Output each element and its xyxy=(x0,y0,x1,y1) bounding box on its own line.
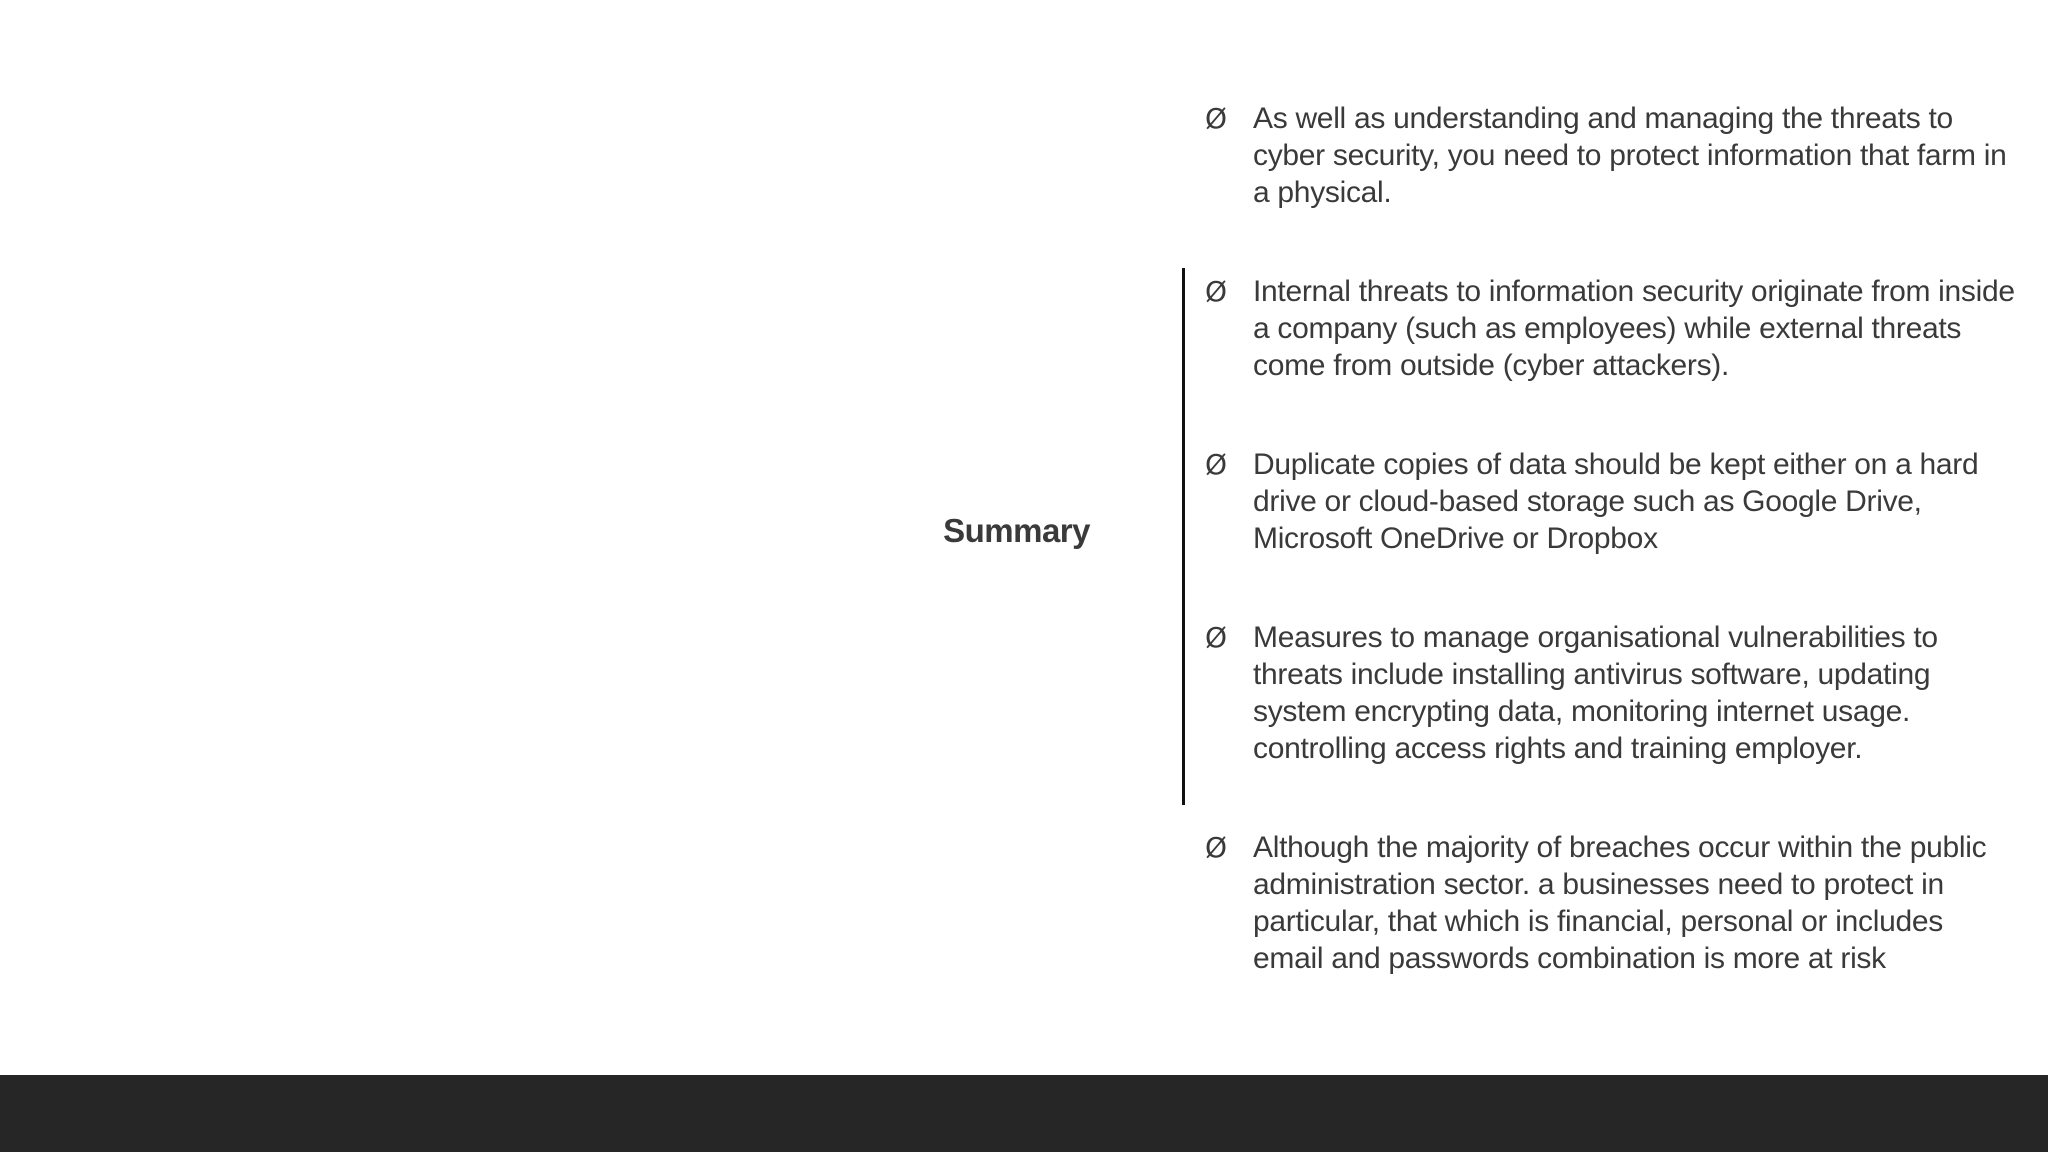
footer-bar xyxy=(0,1075,2048,1152)
bullet-list xyxy=(1205,100,2015,1039)
bullet-text: As well as understanding and managing the threats to cyber security, you need to protect information that farm in a physical. xyxy=(1253,102,2007,209)
bullet-text: Duplicate copies of data should be kept either on a hard drive or cloud-based storage such as Google Drive, Microsoft OneDrive or Dropbox xyxy=(1253,448,1979,555)
bullet-text: Although the majority of breaches occur within the public administration sector. a businesses need to protect in particular, that which is financial, personal or includes email and passwords combination is more at risk xyxy=(1253,831,1987,975)
bullet-icon: Ø xyxy=(1205,831,1228,864)
list-item xyxy=(1205,100,2015,211)
list-item xyxy=(1205,829,2015,977)
list-item xyxy=(1205,446,2015,557)
slide-title: Summary xyxy=(943,512,1090,549)
vertical-divider xyxy=(1182,268,1185,805)
list-item xyxy=(1205,619,2015,767)
bullet-text: Internal threats to information security originate from inside a company (such as employees) while external threats come from outside (cyber attackers). xyxy=(1253,275,2015,382)
bullet-icon: Ø xyxy=(1205,102,1228,135)
bullet-icon: Ø xyxy=(1205,621,1228,654)
bullet-icon: Ø xyxy=(1205,275,1228,308)
list-item xyxy=(1205,273,2015,384)
bullet-icon: Ø xyxy=(1205,448,1228,481)
bullet-text: Measures to manage organisational vulnerabilities to threats include installing antivirus software, updating system encrypting data, monitoring internet usage. controlling access rights and training employer. xyxy=(1253,621,1938,765)
